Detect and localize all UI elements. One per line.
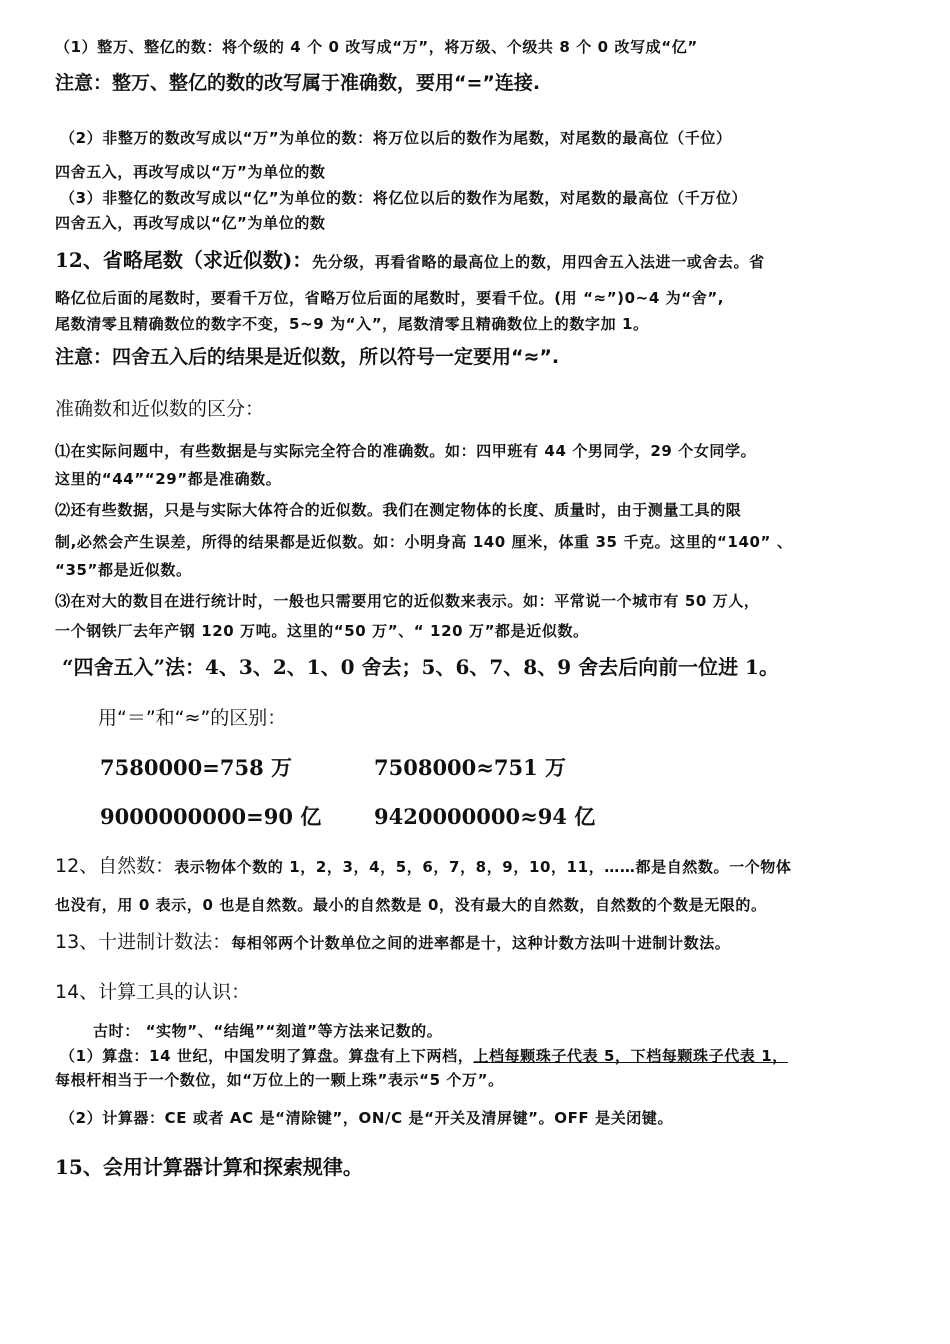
section-body: 每相邻两个计数单位之间的进率都是十，这种计数方法叫十进制计数法。 — [231, 934, 731, 952]
subheading-exact-vs-approx: 准确数和近似数的区分： — [55, 398, 265, 420]
note-approx-sign: 注意：四舍五入后的结果是近似数，所以符号一定要用“≈”. — [55, 346, 560, 368]
paragraph-line: 每根杆相当于一个数位，如“万位上的一颗上珠”表示“5 个万”。 — [55, 1071, 504, 1089]
abacus-line — [60, 1047, 788, 1065]
abacus-text: （1）算盘：14 世纪，中国发明了算盘。算盘有上下两档， — [60, 1047, 474, 1065]
abacus-underlined-text: 上档每颗珠子代表 5，下档每颗珠子代表 1， — [473, 1047, 788, 1065]
section-15-heading: 15、会用计算器计算和探索规律。 — [55, 1155, 363, 1179]
approx-rule-line: 尾数清零且精确数位的数字不变，5~9 为“入”，尾数清零且精确数位上的数字加 1。 — [55, 315, 649, 333]
calculator-line: （2）计算器：CE 或者 AC 是“清除键”，ON/C 是“开关及清屏键”。OFF 是关闭键。 — [60, 1109, 674, 1127]
section-natural-numbers — [55, 855, 792, 878]
rule-wan-unit-cont: 四舍五入，再改写成以“万”为单位的数 — [55, 163, 326, 181]
section-heading: 13、十进制计数法： — [55, 931, 232, 953]
paragraph-line: 也没有，用 0 表示，0 也是自然数。最小的自然数是 0，没有最大的自然数，自然数的个数是无限的。 — [55, 896, 767, 914]
section-decimal-system — [55, 931, 730, 954]
approx-rule-line: 略亿位后面的尾数时，要看千万位，省略万位后面的尾数时，要看千位。(用 “≈”)0~4 为“舍”, — [55, 289, 725, 307]
paragraph-line: 古时： “实物”、“结绳”“刻道”等方法来记数的。 — [93, 1022, 443, 1040]
rule-wan-unit: （2）非整万的数改写成以“万”为单位的数：将万位以后的数作为尾数，对尾数的最高位（千位） — [60, 129, 732, 147]
rule-whole-numbers: （1）整万、整亿的数：将个级的 4 个 0 改写成“万”，将万级、个级共 8 个 0 改写成“亿” — [55, 38, 698, 56]
rule-yi-unit: （3）非整亿的数改写成以“亿”为单位的数：将亿位以后的数作为尾数，对尾数的最高位（千万位） — [60, 189, 748, 207]
paragraph-line: ⑵还有些数据，只是与实际大体符合的近似数。我们在测定物体的长度、质量时，由于测量工具的限 — [55, 501, 742, 519]
paragraph-line: 一个钢铁厂去年产钢 120 万吨。这里的“50 万”、“ 120 万”都是近似数。 — [55, 622, 589, 640]
section-12-approximation — [55, 248, 765, 272]
rounding-rule: “四舍五入”法：4、3、2、1、0 舍去；5、6、7、8、9 舍去后向前一位进 1。 — [62, 655, 779, 679]
example-approx-1: 7508000≈751 万 — [374, 755, 567, 780]
paragraph-line: 这里的“44”“29”都是准确数。 — [55, 470, 282, 488]
paragraph-line: ⑴在实际问题中，有些数据是与实际完全符合的准确数。如：四甲班有 44 个男同学，29 个女同学。 — [55, 442, 757, 460]
example-exact-1: 7580000=758 万 — [100, 755, 293, 780]
rule-yi-unit-cont: 四舍五入，再改写成以“亿”为单位的数 — [55, 214, 326, 232]
example-exact-2: 9000000000=90 亿 — [100, 804, 322, 829]
paragraph-line: “35”都是近似数。 — [55, 561, 192, 579]
section-calculating-tools: 14、计算工具的认识： — [55, 981, 251, 1003]
example-approx-2: 9420000000≈94 亿 — [374, 804, 596, 829]
section-heading: 12、省略尾数（求近似数)： — [55, 248, 313, 272]
paragraph-line: ⑶在对大的数目在进行统计时，一般也只需要用它的近似数来表示。如：平常说一个城市有 50 万人， — [55, 592, 760, 610]
subheading-equal-vs-approx: 用“＝”和“≈”的区别： — [98, 707, 287, 729]
paragraph-line: 制,必然会产生误差，所得的结果都是近似数。如：小明身高 140 厘米，体重 35 千克。这里的“140” 、 — [55, 533, 793, 551]
section-heading: 12、自然数： — [55, 855, 175, 877]
note-exact-numbers: 注意：整万、整亿的数的改写属于准确数，要用“=”连接. — [55, 72, 541, 94]
section-body: 先分级，再看省略的最高位上的数，用四舍五入法进一或舍去。省 — [312, 253, 765, 271]
section-body: 表示物体个数的 1，2，3，4，5，6，7，8，9，10，11，……都是自然数。一个物体 — [174, 858, 792, 876]
